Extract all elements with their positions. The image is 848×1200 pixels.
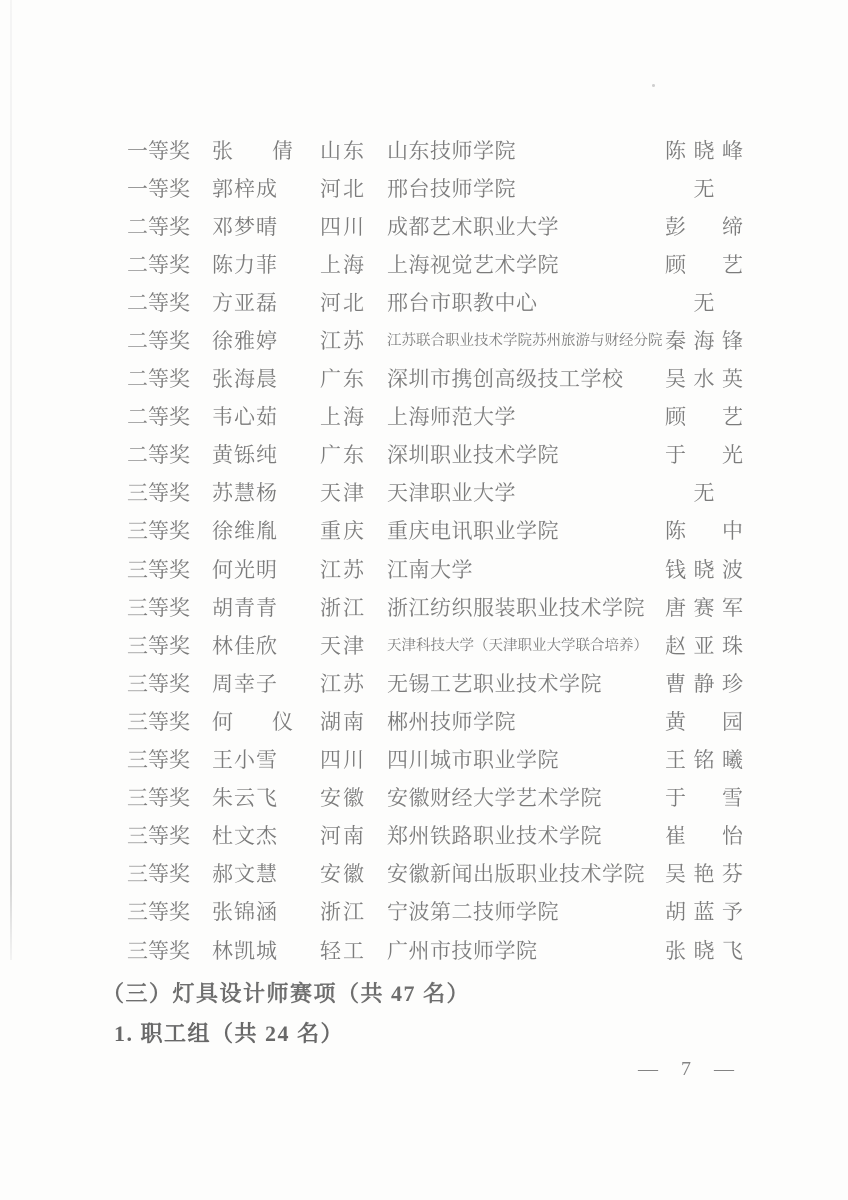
name-text: 何光明 (212, 557, 278, 582)
name-text: 杜文杰 (212, 824, 278, 849)
mentor-char: 怡 (722, 824, 743, 849)
name-char: 仪 (272, 709, 293, 734)
mentor-cell (665, 290, 743, 315)
province-cell: 湖南 (320, 709, 366, 734)
name-cell (212, 331, 320, 352)
mentor-cell (665, 938, 743, 963)
name-text: 陈力菲 (212, 252, 278, 277)
school-cell: 天津职业大学 (387, 481, 516, 506)
name-cell (212, 709, 320, 734)
award-cell: 三等奖 (127, 824, 190, 849)
name-text: 郝文慧 (212, 862, 278, 887)
award-cell: 二等奖 (127, 367, 190, 392)
mentor-char: 晓 (693, 138, 715, 163)
mentor-char: 吴 (665, 862, 686, 887)
province-cell: 广东 (320, 367, 366, 392)
mentor-cell (665, 331, 743, 352)
table-row (0, 513, 848, 551)
name-text: 胡青青 (212, 595, 278, 620)
school-cell: 重庆电讯职业学院 (387, 519, 559, 544)
school-cell: 邢台市职教中心 (387, 290, 538, 315)
award-cell: 三等奖 (127, 900, 190, 925)
group-heading: 1. 职工组（共 24 名） (114, 1021, 345, 1046)
mentor-cell (665, 709, 743, 734)
section-heading: （三）灯具设计师赛项（共 47 名） (102, 981, 471, 1006)
school-cell: 四川城市职业学院 (387, 748, 559, 773)
mentor-char: 晓 (693, 557, 715, 582)
mentor-char: 中 (722, 519, 743, 544)
name-text: 林凯城 (212, 938, 278, 963)
province-cell: 浙江 (320, 595, 366, 620)
name-cell (212, 750, 320, 771)
mentor-char: 于 (665, 786, 686, 811)
name-cell (212, 214, 320, 239)
name-cell (212, 445, 320, 466)
mentor-cell (665, 138, 743, 163)
mentor-char: 陈 (665, 519, 686, 544)
name-cell (212, 407, 320, 428)
mentor-cell (665, 483, 743, 504)
school-cell: 安徽新闻出版职业技术学院 (387, 862, 645, 887)
mentor-cell (665, 445, 743, 466)
name-text: 王小雪 (212, 748, 278, 773)
mentor-char: 艳 (693, 862, 715, 887)
table-row (0, 170, 848, 208)
mentor-char: 亚 (693, 633, 715, 658)
table-row (0, 246, 848, 284)
school-cell: 上海师范大学 (387, 405, 516, 430)
name-cell (212, 633, 320, 658)
province-cell: 轻工 (320, 938, 366, 963)
name-text (212, 709, 293, 734)
name-text: 苏慧杨 (212, 481, 278, 506)
mentor-char: 赵 (665, 633, 686, 658)
school-cell: 深圳市携创高级技工学校 (387, 367, 624, 392)
name-cell (212, 557, 320, 582)
mentor-char: 顾 (665, 252, 686, 277)
table-row (0, 932, 848, 970)
mentor-char: 艺 (722, 252, 743, 277)
mentor-char: 曦 (722, 748, 743, 773)
award-cell: 一等奖 (127, 176, 190, 201)
province-cell: 安徽 (320, 862, 366, 887)
province-cell: 上海 (320, 405, 366, 430)
mentor-cell (665, 788, 743, 809)
province-cell: 浙江 (320, 900, 366, 925)
mentor-char: 静 (693, 671, 715, 696)
mentor-char: 予 (722, 900, 743, 925)
mentor-char: 芬 (722, 862, 743, 887)
mentor-cell (665, 369, 743, 390)
mentor-cell (665, 252, 743, 277)
award-cell: 三等奖 (127, 633, 190, 658)
table-row (0, 437, 848, 475)
name-cell (212, 788, 320, 809)
name-text: 韦心茹 (212, 405, 278, 430)
school-cell: 上海视觉艺术学院 (387, 252, 559, 277)
mentor-cell (665, 902, 743, 923)
name-text: 林佳欣 (212, 633, 278, 658)
school-cell: 无锡工艺职业技术学院 (387, 671, 602, 696)
award-cell: 三等奖 (127, 595, 190, 620)
mentor-char: 波 (722, 557, 743, 582)
page-number: — 7 — (638, 1058, 739, 1080)
school-cell: 郑州铁路职业技术学院 (387, 824, 602, 849)
province-cell: 江苏 (320, 329, 366, 354)
table-row (0, 589, 848, 627)
award-cell: 二等奖 (127, 443, 190, 468)
mentor-char: 顾 (665, 405, 686, 430)
province-cell: 河北 (320, 290, 366, 315)
award-cell: 二等奖 (127, 252, 190, 277)
name-text: 张锦涵 (212, 900, 278, 925)
name-cell (212, 864, 320, 885)
mentor-cell (665, 214, 743, 239)
name-cell (212, 826, 320, 847)
province-cell: 江苏 (320, 671, 366, 696)
name-cell (212, 595, 320, 620)
mentor-char: 张 (665, 938, 686, 963)
award-cell: 三等奖 (127, 786, 190, 811)
mentor-char: 崔 (665, 824, 686, 849)
province-cell: 天津 (320, 633, 366, 658)
school-cell: 江苏联合职业技术学院苏州旅游与财经分院 (387, 333, 663, 350)
school-cell: 郴州技师学院 (387, 709, 516, 734)
award-cell: 二等奖 (127, 329, 190, 354)
table-row (0, 665, 848, 703)
award-cell: 三等奖 (127, 481, 190, 506)
province-cell: 四川 (320, 214, 366, 239)
school-cell: 广州市技师学院 (387, 938, 538, 963)
province-cell: 重庆 (320, 519, 366, 544)
table-row (0, 627, 848, 665)
name-text: 张海晨 (212, 367, 278, 392)
award-cell: 二等奖 (127, 214, 190, 239)
name-cell (212, 252, 320, 277)
name-cell (212, 483, 320, 504)
province-cell: 安徽 (320, 786, 366, 811)
awards-table (0, 132, 848, 970)
school-cell: 山东技师学院 (387, 138, 516, 163)
name-text: 徐维胤 (212, 519, 278, 544)
mentor-char: 缔 (722, 214, 743, 239)
mentor-char: 海 (693, 329, 715, 354)
school-cell: 安徽财经大学艺术学院 (387, 786, 602, 811)
mentor-char: 赛 (693, 595, 715, 620)
mentor-char: 无 (693, 481, 715, 506)
mentor-char: 铭 (693, 748, 715, 773)
province-cell: 广东 (320, 443, 366, 468)
school-cell: 浙江纺织服装职业技术学院 (387, 595, 645, 620)
award-cell: 三等奖 (127, 862, 190, 887)
award-cell: 三等奖 (127, 671, 190, 696)
mentor-char: 珍 (722, 671, 743, 696)
scan-artifact-speck (652, 84, 655, 87)
name-text: 徐雅婷 (212, 329, 278, 354)
mentor-char: 峰 (722, 138, 743, 163)
mentor-cell (665, 407, 743, 428)
mentor-char: 曹 (665, 671, 686, 696)
table-row (0, 399, 848, 437)
mentor-char: 钱 (665, 557, 686, 582)
mentor-char: 吴 (665, 367, 686, 392)
mentor-char: 雪 (722, 786, 743, 811)
name-text (212, 138, 293, 163)
name-char: 张 (212, 138, 233, 163)
table-row (0, 322, 848, 360)
award-cell: 三等奖 (127, 519, 190, 544)
name-text: 邓梦晴 (212, 214, 278, 239)
mentor-char: 园 (722, 709, 743, 734)
province-cell: 上海 (320, 252, 366, 277)
award-cell: 二等奖 (127, 290, 190, 315)
school-cell: 邢台技师学院 (387, 176, 516, 201)
school-cell: 天津科技大学（天津职业大学联合培养） (387, 638, 648, 655)
table-row (0, 856, 848, 894)
mentor-char: 锋 (722, 329, 743, 354)
mentor-cell (665, 864, 743, 885)
mentor-char: 军 (722, 595, 743, 620)
table-row (0, 361, 848, 399)
award-cell: 三等奖 (127, 748, 190, 773)
mentor-cell (665, 750, 743, 771)
name-cell (212, 902, 320, 923)
school-cell: 宁波第二技师学院 (387, 900, 559, 925)
province-cell: 山东 (320, 138, 366, 163)
mentor-char: 水 (693, 367, 715, 392)
name-cell (212, 671, 320, 696)
name-char: 倩 (272, 138, 293, 163)
award-cell: 三等奖 (127, 557, 190, 582)
table-row (0, 742, 848, 780)
mentor-cell (665, 826, 743, 847)
mentor-char: 于 (665, 443, 686, 468)
mentor-char: 陈 (665, 138, 686, 163)
mentor-char: 珠 (722, 633, 743, 658)
table-row (0, 284, 848, 322)
award-cell: 二等奖 (127, 405, 190, 430)
award-cell: 三等奖 (127, 938, 190, 963)
mentor-cell (665, 633, 743, 658)
name-text: 周幸子 (212, 671, 278, 696)
mentor-char: 无 (693, 290, 715, 315)
name-text: 朱云飞 (212, 786, 278, 811)
mentor-char: 胡 (665, 900, 686, 925)
mentor-cell (665, 671, 743, 696)
name-char: 何 (212, 709, 233, 734)
mentor-char: 飞 (722, 938, 743, 963)
table-row (0, 818, 848, 856)
table-row (0, 780, 848, 818)
province-cell: 河南 (320, 824, 366, 849)
mentor-char: 王 (665, 748, 686, 773)
mentor-char: 彭 (665, 214, 686, 239)
name-cell (212, 138, 320, 163)
mentor-char: 无 (693, 176, 715, 201)
province-cell: 四川 (320, 748, 366, 773)
province-cell: 江苏 (320, 557, 366, 582)
name-text: 郭梓成 (212, 176, 278, 201)
mentor-char: 英 (722, 367, 743, 392)
name-cell (212, 938, 320, 963)
name-text: 黄铄纯 (212, 443, 278, 468)
mentor-char: 蓝 (693, 900, 715, 925)
mentor-cell (665, 521, 743, 542)
province-cell: 天津 (320, 481, 366, 506)
mentor-cell (665, 176, 743, 201)
table-row (0, 208, 848, 246)
table-row (0, 703, 848, 741)
school-cell: 江南大学 (387, 557, 473, 582)
mentor-char: 黄 (665, 709, 686, 734)
mentor-char: 晓 (693, 938, 715, 963)
mentor-char: 光 (722, 443, 743, 468)
mentor-char: 秦 (665, 329, 686, 354)
table-row (0, 475, 848, 513)
name-cell (212, 369, 320, 390)
table-row (0, 894, 848, 932)
name-cell (212, 521, 320, 542)
table-row (0, 551, 848, 589)
province-cell: 河北 (320, 176, 366, 201)
school-cell: 深圳职业技术学院 (387, 443, 559, 468)
name-cell (212, 176, 320, 201)
mentor-char: 唐 (665, 595, 686, 620)
award-cell: 三等奖 (127, 709, 190, 734)
award-cell: 一等奖 (127, 138, 190, 163)
school-cell: 成都艺术职业大学 (387, 214, 559, 239)
name-cell (212, 290, 320, 315)
mentor-cell (665, 557, 743, 582)
mentor-cell (665, 595, 743, 620)
name-text: 方亚磊 (212, 290, 278, 315)
table-row (0, 132, 848, 170)
mentor-char: 艺 (722, 405, 743, 430)
